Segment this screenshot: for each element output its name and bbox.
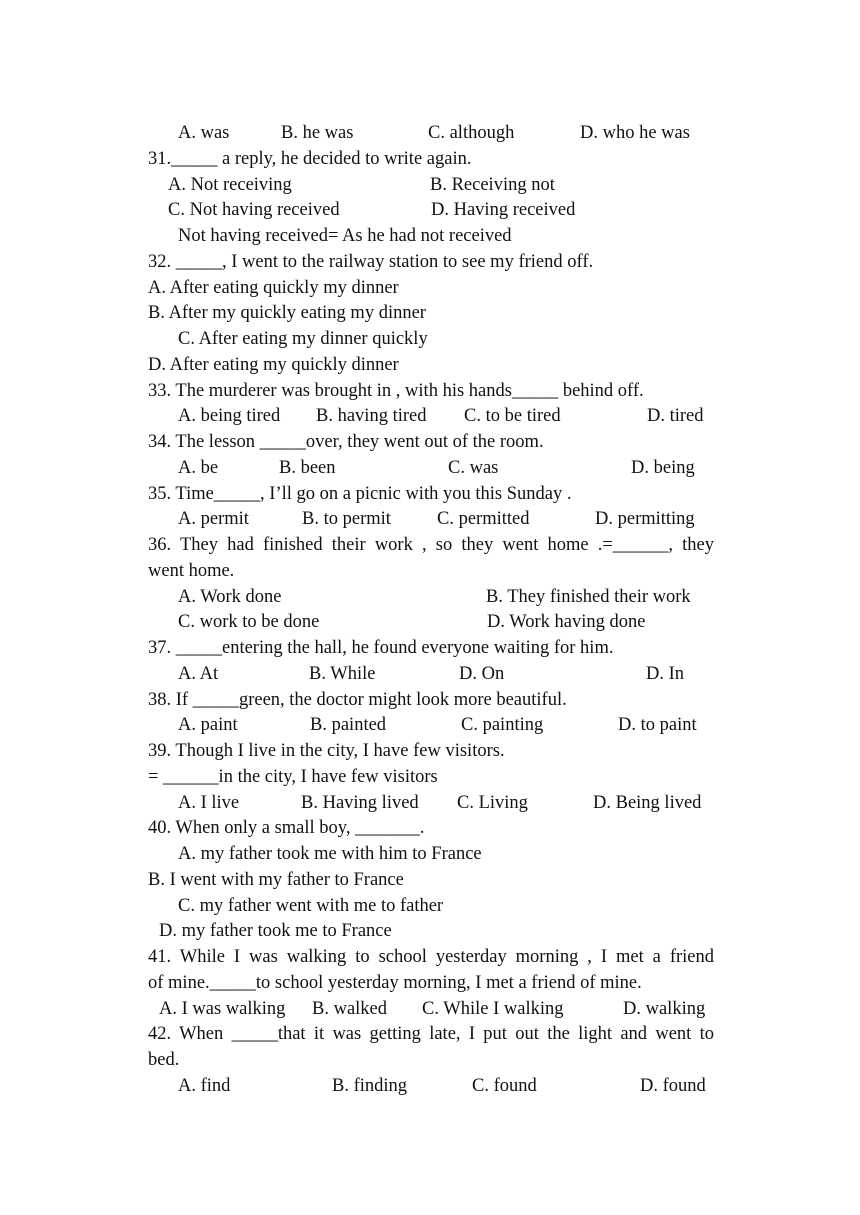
answer-option: B. Receiving not: [430, 175, 555, 195]
answer-option: A. was: [178, 123, 230, 143]
answer-option: B. walked: [312, 999, 388, 1019]
answer-option: D. permitting: [595, 509, 695, 529]
answer-option: A. being tired: [178, 406, 281, 426]
text-line: 32. _____, I went to the railway station to see my friend off.: [148, 252, 594, 272]
answer-option: D. On: [459, 664, 505, 684]
answer-option: C. was: [448, 458, 499, 478]
text-line: 35. Time_____, I’ll go on a picnic with you this Sunday .: [148, 484, 572, 504]
answer-option: B. to permit: [302, 509, 391, 529]
answer-option: B. They finished their work: [486, 587, 691, 607]
text-line: of mine._____to school yesterday morning, I met a friend of mine.: [148, 973, 642, 993]
answer-option: B. While: [309, 664, 376, 684]
answer-option: B. painted: [310, 715, 387, 735]
text-line: C. After eating my dinner quickly: [178, 329, 428, 349]
question-line: 42. When _____that it was getting late, I put out the light and went to: [148, 1024, 714, 1044]
text-line: D. my father took me to France: [159, 921, 392, 941]
answer-option: B. Having lived: [301, 793, 419, 813]
answer-option: A. I was walking: [159, 999, 286, 1019]
answer-option: A. At: [178, 664, 219, 684]
answer-option: A. I live: [178, 793, 240, 813]
answer-option: A. find: [178, 1076, 231, 1096]
text-line: 40. When only a small boy, _______.: [148, 818, 425, 838]
text-line: D. After eating my quickly dinner: [148, 355, 399, 375]
text-line: B. I went with my father to France: [148, 870, 404, 890]
answer-option: C. found: [472, 1076, 537, 1096]
text-line: 31._____ a reply, he decided to write again.: [148, 149, 472, 169]
text-line: = ______in the city, I have few visitors: [148, 767, 438, 787]
answer-option: C. While I walking: [422, 999, 564, 1019]
answer-option: D. found: [640, 1076, 706, 1096]
answer-option: A. be: [178, 458, 219, 478]
text-line: bed.: [148, 1050, 180, 1070]
text-line: A. my father took me with him to France: [178, 844, 482, 864]
text-line: A. After eating quickly my dinner: [148, 278, 399, 298]
text-line: C. my father went with me to father: [178, 896, 444, 916]
text-line: went home.: [148, 561, 235, 581]
answer-option: D. tired: [647, 406, 704, 426]
answer-option: B. finding: [332, 1076, 408, 1096]
answer-option: C. to be tired: [464, 406, 561, 426]
answer-option: D. Work having done: [487, 612, 646, 632]
text-line: 34. The lesson _____over, they went out of the room.: [148, 432, 544, 452]
answer-option: A. Not receiving: [168, 175, 292, 195]
answer-option: C. painting: [461, 715, 544, 735]
answer-option: A. permit: [178, 509, 249, 529]
answer-option: D. In: [646, 664, 685, 684]
answer-option: B. having tired: [316, 406, 427, 426]
text-line: 37. _____entering the hall, he found everyone waiting for him.: [148, 638, 614, 658]
answer-option: D. who he was: [580, 123, 690, 143]
answer-option: C. permitted: [437, 509, 530, 529]
answer-option: D. being: [631, 458, 695, 478]
text-line: 33. The murderer was brought in , with his hands_____ behind off.: [148, 381, 644, 401]
text-line: B. After my quickly eating my dinner: [148, 303, 426, 323]
text-line: 38. If _____green, the doctor might look more beautiful.: [148, 690, 567, 710]
answer-option: C. although: [428, 123, 515, 143]
answer-option: B. been: [279, 458, 336, 478]
answer-option: C. Living: [457, 793, 528, 813]
answer-option: A. paint: [178, 715, 238, 735]
answer-option: D. walking: [623, 999, 706, 1019]
answer-option: D. Having received: [431, 200, 576, 220]
question-line: 41. While I was walking to school yesterday morning , I met a friend: [148, 947, 714, 967]
question-line: 36. They had finished their work , so they went home .=______, they: [148, 535, 714, 555]
text-line: Not having received= As he had not received: [178, 226, 512, 246]
answer-option: C. Not having received: [168, 200, 340, 220]
answer-option: C. work to be done: [178, 612, 320, 632]
answer-option: B. he was: [281, 123, 354, 143]
answer-option: D. Being lived: [593, 793, 702, 813]
text-line: 39. Though I live in the city, I have few visitors.: [148, 741, 505, 761]
answer-option: D. to paint: [618, 715, 697, 735]
answer-option: A. Work done: [178, 587, 282, 607]
